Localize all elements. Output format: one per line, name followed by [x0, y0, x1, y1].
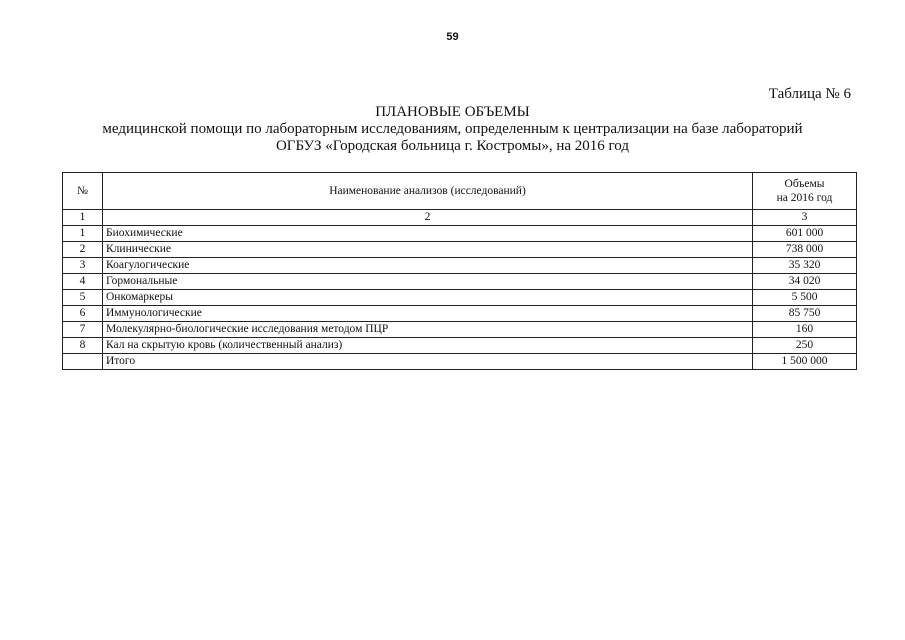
index-cell: 1: [63, 210, 103, 226]
row-num: 7: [63, 322, 103, 338]
row-volume: 250: [753, 338, 857, 354]
table-row: [63, 274, 857, 290]
row-volume: 35 320: [753, 258, 857, 274]
row-num: 2: [63, 242, 103, 258]
row-num: 5: [63, 290, 103, 306]
index-cell: 2: [103, 210, 753, 226]
row-volume: 738 000: [753, 242, 857, 258]
total-row: [63, 354, 857, 370]
lab-volumes-table: [62, 172, 857, 370]
row-volume: 5 500: [753, 290, 857, 306]
row-name: Клинические: [103, 242, 753, 258]
table-row: [63, 242, 857, 258]
row-name: Иммунологические: [103, 306, 753, 322]
table-row: [63, 338, 857, 354]
header-num: №: [63, 173, 103, 210]
table-row: [63, 226, 857, 242]
table-row: [63, 322, 857, 338]
heading-subtitle-line2: ОГБУЗ «Городская больница г. Костромы», на 2016 год: [275, 138, 630, 154]
document-heading: [0, 104, 905, 155]
heading-title: ПЛАНОВЫЕ ОБЪЕМЫ: [375, 104, 530, 120]
header-name: Наименование анализов (исследований): [103, 173, 753, 210]
table-row: [63, 258, 857, 274]
row-name: Гормональные: [103, 274, 753, 290]
row-name: Онкомаркеры: [103, 290, 753, 306]
row-name: Коагулогические: [103, 258, 753, 274]
index-cell: 3: [753, 210, 857, 226]
heading-subtitle-line1: медицинской помощи по лабораторным исследованиям, определенным к централизации на базе лабораторий: [102, 121, 803, 137]
total-num: [63, 354, 103, 370]
header-volume: [753, 173, 857, 210]
row-name: Кал на скрытую кровь (количественный анализ): [103, 338, 753, 354]
page-number: 59: [446, 31, 459, 43]
table-label: Таблица № 6: [768, 86, 851, 102]
table-row: [63, 306, 857, 322]
row-num: 3: [63, 258, 103, 274]
row-num: 1: [63, 226, 103, 242]
row-num: 6: [63, 306, 103, 322]
table-row: [63, 290, 857, 306]
total-label: Итого: [103, 354, 753, 370]
row-volume: 160: [753, 322, 857, 338]
total-volume: 1 500 000: [753, 354, 857, 370]
header-volume-line1: Объемы: [784, 178, 825, 190]
row-volume: 34 020: [753, 274, 857, 290]
row-name: Биохимические: [103, 226, 753, 242]
column-index-row: [63, 210, 857, 226]
table-header-row: [63, 173, 857, 210]
row-num: 8: [63, 338, 103, 354]
header-volume-line2: на 2016 год: [776, 192, 833, 204]
row-num: 4: [63, 274, 103, 290]
row-name: Молекулярно-биологические исследования методом ПЦР: [103, 322, 753, 338]
row-volume: 601 000: [753, 226, 857, 242]
row-volume: 85 750: [753, 306, 857, 322]
